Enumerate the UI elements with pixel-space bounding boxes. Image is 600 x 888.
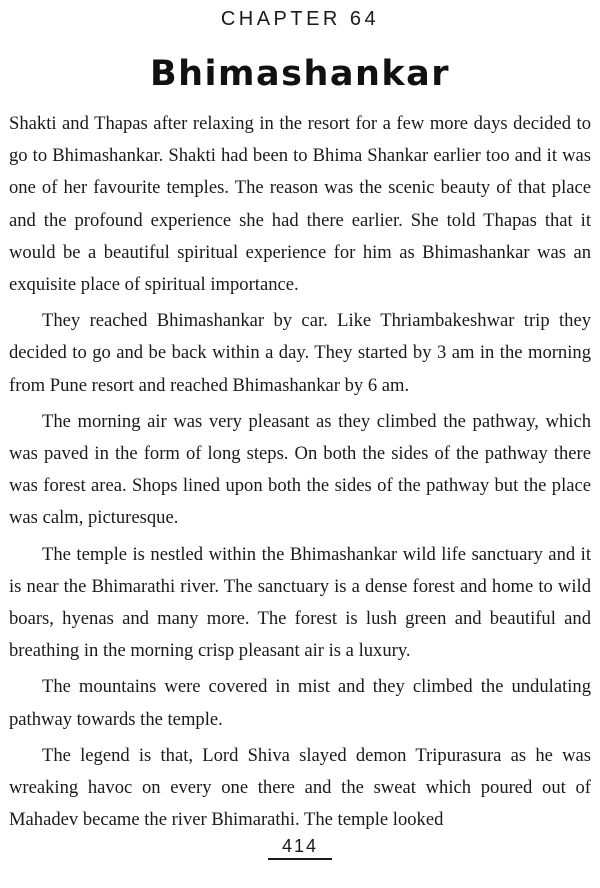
page-number: 414 xyxy=(281,836,319,856)
paragraph: The temple is nestled within the Bhimashankar wild life sanctuary and it is near the Bhimarathi river. The sanctuary is a dense forest and home to wild boars, hyenas and many more. The forest is lush green and beautiful and breathing in the morning crisp pleasant air is a luxury. xyxy=(9,543,591,662)
paragraph: Shakti and Thapas after relaxing in the resort for a few more days decided to go to Bhimashankar. Shakti had been to Bhima Shankar earlier too and it was one of her favourite temples. The reason was the scenic beauty of that place and the profound experience she had there earlier. She told Thapas that it would be a beautiful spiritual experience for him as Bhimashankar was an exquisite place of spiritual importance. xyxy=(9,113,591,296)
chapter-title: Bhimashankar xyxy=(149,54,451,94)
chapter-label: CHAPTER 64 xyxy=(220,8,380,30)
paragraph: They reached Bhimashankar by car. Like Thriambakeshwar trip they decided to go and be back within a day. They started by 3 am in the morning from Pune resort and reached Bhimashankar by 6 am. xyxy=(9,310,591,396)
paragraph: The mountains were covered in mist and they climbed the undulating pathway towards the temple. xyxy=(9,676,591,730)
chapter-body xyxy=(9,108,591,840)
page-number-underline xyxy=(268,858,332,860)
paragraph: The morning air was very pleasant as they climbed the pathway, which was paved in the form of long steps. On both the sides of the pathway there was forest area. Shops lined upon both the sides of the pathway but the place was calm, picturesque. xyxy=(9,410,591,529)
paragraph: The legend is that, Lord Shiva slayed demon Tripurasura as he was wreaking havoc on every one there and the sweat which poured out of Mahadev became the river Bhimarathi. The temple looked xyxy=(9,744,591,831)
